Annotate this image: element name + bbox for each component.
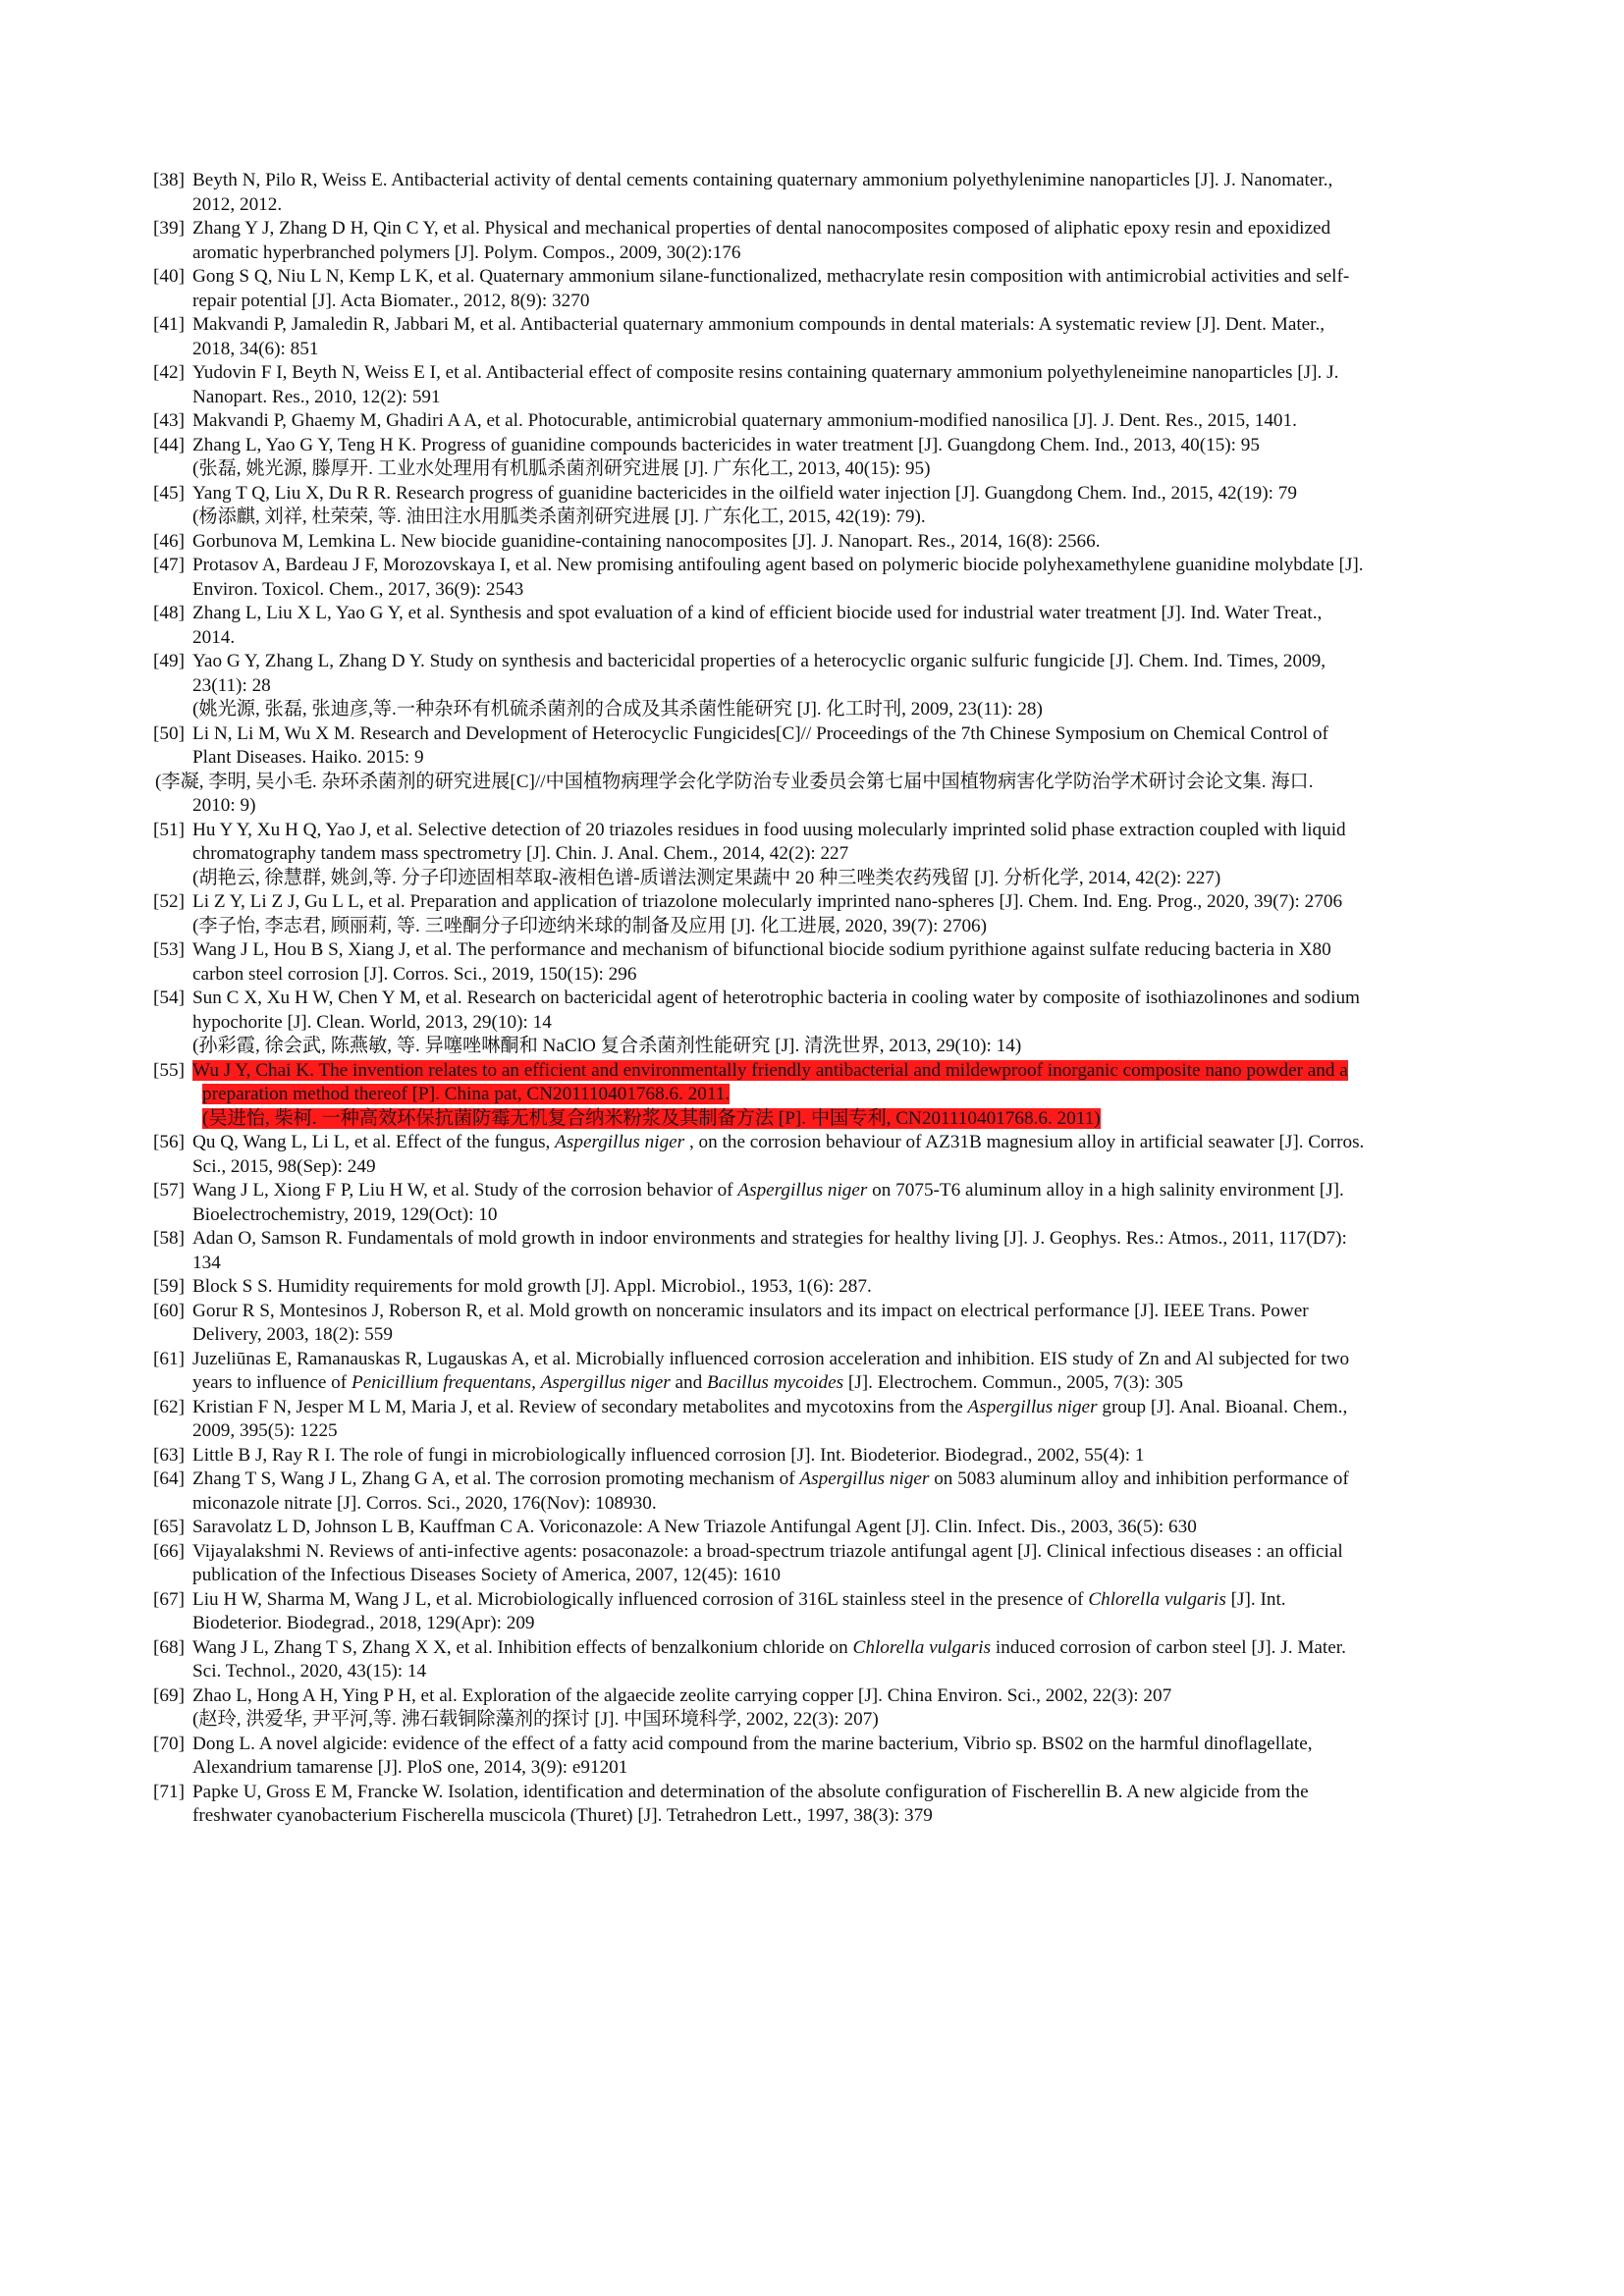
reference-text: Delivery, 2003, 18(2): 559 xyxy=(192,1324,393,1345)
reference-line xyxy=(192,169,1489,193)
reference-text: Block S S. Humidity requirements for mold growth [J]. Appl. Microbiol., 1953, 1(6): 287. xyxy=(192,1276,872,1297)
reference-number: [51] xyxy=(153,819,185,840)
reference-item xyxy=(153,890,1489,938)
reference-text: 23(11): 28 xyxy=(192,674,271,696)
reference-line xyxy=(192,434,1489,458)
reference-line xyxy=(192,1059,1489,1084)
reference-line xyxy=(192,530,1489,555)
reference-text: Beyth N, Pilo R, Weiss E. Antibacterial activity of dental cements containing quaternary ammonium polyethylenimine nanoparticles [J]. J. Nanomater., xyxy=(192,170,1333,190)
reference-line xyxy=(192,1227,1489,1252)
reference-text: preparation method thereof [P]. China pat, CN201110401768.6. 2011. xyxy=(202,1084,731,1104)
reference-line xyxy=(192,361,1489,386)
reference-text: (李凝, 李明, 吴小毛. 杂环杀菌剂的研究进展[C]//中国植物病理学会化学防治专业委员会第七届中国植物病害化学防治学术研讨会论文集. 海口. xyxy=(155,771,1314,792)
reference-text: Sci., 2015, 98(Sep): 249 xyxy=(192,1155,376,1177)
reference-text: publication of the Infectious Diseases Society of America, 2007, 12(45): 1610 xyxy=(192,1565,781,1585)
reference-item xyxy=(153,361,1489,409)
reference-text: Environ. Toxicol. Chem., 2017, 36(9): 2543 xyxy=(192,578,524,600)
reference-item xyxy=(153,530,1489,555)
reference-number: [62] xyxy=(153,1396,185,1417)
reference-text: group [J]. Anal. Bioanal. Chem., xyxy=(1097,1396,1348,1417)
reference-text: Zhang L, Yao G Y, Teng H K. Progress of guanidine compounds bactericides in water treatment [J]. Guangdong Chem. Ind., 2013, 40(15): 95 xyxy=(192,434,1260,455)
reference-line xyxy=(192,626,1489,651)
reference-line xyxy=(192,1781,1489,1805)
reference-line xyxy=(192,290,1489,314)
reference-number: [59] xyxy=(153,1276,185,1297)
reference-number: [67] xyxy=(153,1588,185,1610)
reference-number: [38] xyxy=(153,170,185,190)
reference-line xyxy=(192,386,1489,410)
species-name: Aspergillus niger xyxy=(555,1132,685,1152)
reference-text: (张磊, 姚光源, 滕厚开. 工业水处理用有机胍杀菌剂研究进展 [J]. 广东化工, 2013, 40(15): 95) xyxy=(192,458,931,479)
reference-line xyxy=(192,1155,1489,1180)
reference-number: [46] xyxy=(153,530,185,552)
reference-line xyxy=(192,1540,1489,1565)
reference-line xyxy=(192,890,1489,915)
reference-text: Protasov A, Bardeau J F, Morozovskaya I, et al. New promising antifouling agent based on polymeric biocide polyhexamethylene guanidine molybdate [J]. xyxy=(192,555,1364,575)
reference-number: [50] xyxy=(153,722,185,744)
reference-number: [55] xyxy=(153,1059,185,1081)
reference-text: 2012, 2012. xyxy=(192,193,283,215)
reference-item xyxy=(153,1540,1489,1588)
reference-text: (吴进怡, 柴柯. 一种高效环保抗菌防霉无机复合纳米粉浆及其制备方法 [P]. 中国专利, CN201110401768.6. 2011) xyxy=(202,1107,1101,1129)
reference-line xyxy=(192,193,1489,218)
reference-item xyxy=(153,722,1489,819)
reference-text: , xyxy=(531,1372,541,1393)
species-name: Chlorella vulgaris xyxy=(1088,1588,1226,1610)
reference-text: Gorbunova M, Lemkina L. New biocide guanidine-containing nanocomposites [J]. J. Nanopart. Res., 2014, 16(8): 2566. xyxy=(192,530,1101,552)
reference-item xyxy=(153,1227,1489,1275)
reference-text: Gong S Q, Niu L N, Kemp L K, et al. Quaternary ammonium silane-functionalized, methacrylate resin composition with antimicrobial activities and self- xyxy=(192,266,1350,287)
reference-text: Li N, Li M, Wu X M. Research and Development of Heterocyclic Fungicides[C]// Proceedings of the 7th Chinese Symposium on Chemical Control of xyxy=(192,722,1328,744)
reference-number: [43] xyxy=(153,410,185,431)
reference-text: Bioelectrochemistry, 2019, 129(Oct): 10 xyxy=(192,1203,498,1225)
reference-text: Saravolatz L D, Johnson L B, Kauffman C A. Voriconazole: A New Triazole Antifungal Agent [J]. Clin. Infect. Dis., 2003, 36(5): 630 xyxy=(192,1517,1197,1537)
reference-text: Adan O, Samson R. Fundamentals of mold growth in indoor environments and strategies for healthy living [J]. J. Geophys. Res.: Atmos., 2011, 117(D7): xyxy=(192,1228,1347,1249)
reference-item xyxy=(153,1468,1489,1516)
reference-item xyxy=(153,1684,1489,1733)
reference-item xyxy=(153,1781,1489,1829)
reference-number: [70] xyxy=(153,1733,185,1754)
reference-number: [61] xyxy=(153,1348,185,1369)
reference-text: Wang J L, Zhang T S, Zhang X X, et al. Inhibition effects of benzalkonium chloride on xyxy=(192,1636,853,1658)
reference-item xyxy=(153,1733,1489,1781)
reference-line xyxy=(192,1396,1489,1420)
reference-number: [54] xyxy=(153,988,185,1008)
reference-line xyxy=(192,650,1489,674)
reference-line xyxy=(192,1323,1489,1348)
reference-item xyxy=(153,265,1489,313)
reference-line xyxy=(192,1516,1489,1540)
reference-text: and xyxy=(670,1372,708,1393)
reference-line xyxy=(192,1660,1489,1684)
reference-number: [71] xyxy=(153,1781,185,1802)
reference-text: (胡艳云, 徐慧群, 姚剑,等. 分子印迹固相萃取-液相色谱-质谱法测定果蔬中 20 种三唑类农药残留 [J]. 分析化学, 2014, 42(2): 227) xyxy=(192,867,1221,888)
reference-number: [52] xyxy=(153,891,185,912)
reference-text: Qu Q, Wang L, Li L, et al. Effect of the fungus, xyxy=(192,1132,556,1152)
species-name: Aspergillus niger xyxy=(540,1372,671,1393)
reference-line xyxy=(192,241,1489,266)
reference-line xyxy=(192,1179,1489,1203)
reference-text: Sun C X, Xu H W, Chen Y M, et al. Research on bactericidal agent of heterotrophic bacteria in cooling water by composite of isothiazolinones and sodium xyxy=(192,988,1360,1008)
reference-line xyxy=(192,1564,1489,1588)
reference-line xyxy=(192,1708,1489,1733)
reference-text: 2010: 9) xyxy=(192,795,256,816)
reference-line xyxy=(192,1492,1489,1517)
reference-line xyxy=(192,938,1489,963)
reference-text: Biodeterior. Biodegrad., 2018, 129(Apr): 209 xyxy=(192,1613,535,1633)
reference-line xyxy=(192,409,1489,434)
reference-number: [66] xyxy=(153,1540,185,1562)
species-name: Penicillium frequentans xyxy=(351,1372,532,1393)
reference-item xyxy=(153,1636,1489,1684)
reference-text: on 7075-T6 aluminum alloy in a high salinity environment [J]. xyxy=(867,1180,1344,1201)
reference-text: (赵玲, 洪爱华, 尹平河,等. 沸石载铜除藻剂的探讨 [J]. 中国环境科学, 2002, 22(3): 207) xyxy=(192,1709,879,1730)
reference-line xyxy=(192,1371,1489,1396)
reference-line xyxy=(192,1612,1489,1636)
reference-text: on 5083 aluminum alloy and inhibition performance of xyxy=(929,1468,1349,1489)
reference-text: , on the corrosion behaviour of AZ31B magnesium alloy in artificial seawater [J]. Corros. xyxy=(684,1132,1365,1152)
reference-line xyxy=(192,963,1489,988)
reference-text: hypochorite [J]. Clean. World, 2013, 29(10): 14 xyxy=(192,1011,552,1033)
reference-text: [J]. Int. xyxy=(1225,1588,1286,1610)
reference-line xyxy=(192,1252,1489,1276)
reference-number: [58] xyxy=(153,1228,185,1249)
reference-line xyxy=(192,1468,1489,1492)
reference-text: induced corrosion of carbon steel [J]. J. Mater. xyxy=(991,1636,1346,1658)
reference-number: [44] xyxy=(153,434,185,455)
reference-item xyxy=(153,1396,1489,1444)
reference-line xyxy=(192,1083,1489,1107)
reference-item xyxy=(153,217,1489,265)
reference-line xyxy=(192,1588,1489,1613)
reference-number: [49] xyxy=(153,651,185,671)
reference-text: Liu H W, Sharma M, Wang J L, et al. Microbiologically influenced corrosion of 316L stainless steel in the presence of xyxy=(192,1588,1089,1610)
reference-line xyxy=(192,1203,1489,1228)
reference-number: [39] xyxy=(153,218,185,239)
reference-item xyxy=(153,1516,1489,1540)
reference-line xyxy=(155,771,1489,795)
reference-number: [64] xyxy=(153,1468,185,1489)
reference-item xyxy=(153,1588,1489,1636)
reference-line xyxy=(192,1348,1489,1372)
reference-line xyxy=(192,602,1489,626)
reference-item xyxy=(153,169,1489,217)
reference-line xyxy=(192,1636,1489,1661)
reference-line xyxy=(192,1733,1489,1757)
reference-line xyxy=(192,217,1489,241)
reference-text: Makvandi P, Ghaemy M, Ghadiri A A, et al. Photocurable, antimicrobial quaternary ammonium-modified nanosilica [J]. J. Dent. Res., 2015, 1401. xyxy=(192,410,1297,431)
reference-item xyxy=(153,1275,1489,1300)
reference-text: carbon steel corrosion [J]. Corros. Sci., 2019, 150(15): 296 xyxy=(192,963,637,985)
reference-line xyxy=(192,578,1489,603)
reference-text: Wang J L, Xiong F P, Liu H W, et al. Study of the corrosion behavior of xyxy=(192,1180,738,1201)
reference-number: [68] xyxy=(153,1636,185,1658)
reference-line xyxy=(192,1444,1489,1468)
species-name: Aspergillus niger xyxy=(967,1396,1098,1417)
reference-text: Hu Y Y, Xu H Q, Yao J, et al. Selective detection of 20 triazoles residues in food uusing molecularly imprinted solid phase extraction coupled with liquid xyxy=(192,819,1346,840)
reference-text: 134 xyxy=(192,1252,221,1273)
reference-text: miconazole nitrate [J]. Corros. Sci., 2020, 176(Nov): 108930. xyxy=(192,1492,657,1514)
reference-number: [57] xyxy=(153,1180,185,1201)
reference-text: aromatic hyperbranched polymers [J]. Polym. Compos., 2009, 30(2):176 xyxy=(192,241,741,263)
reference-number: [41] xyxy=(153,314,185,335)
reference-text: Little B J, Ray R I. The role of fungi in microbiologically influenced corrosion [J]. Int. Biodeterior. Biodegrad., 2002, 55(4): 1 xyxy=(192,1444,1145,1466)
reference-list xyxy=(153,169,1489,1829)
reference-text: repair potential [J]. Acta Biomater., 2012, 8(9): 3270 xyxy=(192,290,590,311)
reference-line xyxy=(192,554,1489,578)
reference-text: Dong L. A novel algicide: evidence of the effect of a fatty acid compound from the marine bacterium, Vibrio sp. BS02 on the harmful dinoflagellate, xyxy=(192,1733,1313,1754)
reference-number: [69] xyxy=(153,1684,185,1706)
reference-item xyxy=(153,650,1489,722)
reference-item xyxy=(153,1059,1489,1132)
reference-text: chromatography tandem mass spectrometry [J]. Chin. J. Anal. Chem., 2014, 42(2): 227 xyxy=(192,843,849,864)
reference-text: years to influence of xyxy=(192,1372,352,1393)
reference-text: 2014. xyxy=(192,626,236,648)
reference-text: Alexandrium tamarense [J]. PloS one, 2014, 3(9): e91201 xyxy=(192,1757,628,1778)
reference-text: Yang T Q, Liu X, Du R R. Research progress of guanidine bactericides in the oilfield water injection [J]. Guangdong Chem. Ind., 2015, 42(19): 79 xyxy=(192,482,1297,504)
reference-text: Wu J Y, Chai K. The invention relates to an efficient and environmentally friendly antibacterial and mildewproof inorganic composite nano powder and a xyxy=(192,1059,1348,1081)
reference-item xyxy=(153,434,1489,482)
reference-line xyxy=(192,1107,1489,1132)
reference-item xyxy=(153,1444,1489,1468)
reference-text: Yudovin F I, Beyth N, Weiss E I, et al. Antibacterial effect of composite resins containing quaternary ammonium polyethyleneimine nanoparticles [J]. J. xyxy=(192,362,1339,383)
reference-text: [J]. Electrochem. Commun., 2005, 7(3): 305 xyxy=(843,1372,1183,1393)
reference-text: (李子怡, 李志君, 顾丽莉, 等. 三唑酮分子印迹纳米球的制备及应用 [J]. 化工进展, 2020, 39(7): 2706) xyxy=(192,915,988,936)
reference-number: [45] xyxy=(153,482,185,504)
reference-item xyxy=(153,1131,1489,1179)
species-name: Aspergillus niger xyxy=(799,1468,930,1489)
reference-item xyxy=(153,987,1489,1059)
reference-line xyxy=(192,457,1489,482)
reference-line xyxy=(192,506,1489,530)
reference-item xyxy=(153,313,1489,361)
reference-line xyxy=(192,746,1489,771)
reference-line xyxy=(192,1419,1489,1444)
reference-item xyxy=(153,409,1489,434)
reference-text: Vijayalakshmi N. Reviews of anti-infective agents: posaconazole: a broad-spectrum triazole antifungal agent [J]. Clinical infectious diseases : an official xyxy=(192,1540,1343,1562)
reference-line xyxy=(192,1131,1489,1155)
reference-number: [40] xyxy=(153,266,185,287)
reference-text: Makvandi P, Jamaledin R, Jabbari M, et al. Antibacterial quaternary ammonium compounds in dental materials: A systematic review [J]. Dent. Mater., xyxy=(192,314,1326,335)
reference-line xyxy=(192,674,1489,699)
reference-text: freshwater cyanobacterium Fischerella muscicola (Thuret) [J]. Tetrahedron Lett., 1997, 38(3): 379 xyxy=(192,1805,933,1826)
reference-line xyxy=(192,1035,1489,1059)
reference-text: Gorur R S, Montesinos J, Roberson R, et al. Mold growth on nonceramic insulators and its impact on electrical performance [J]. IEEE Trans. Power xyxy=(192,1300,1309,1321)
reference-item xyxy=(153,1179,1489,1227)
reference-text: Li Z Y, Li Z J, Gu L L, et al. Preparation and application of triazolone molecularly imprinted nano-spheres [J]. Chem. Ind. Eng. Prog., 2020, 39(7): 2706 xyxy=(192,891,1343,912)
reference-number: [42] xyxy=(153,362,185,383)
reference-text: Plant Diseases. Haiko. 2015: 9 xyxy=(192,747,424,768)
reference-text: (杨添麒, 刘祥, 杜荣荣, 等. 油田注水用胍类杀菌剂研究进展 [J]. 广东化工, 2015, 42(19): 79). xyxy=(192,507,926,527)
reference-line xyxy=(192,313,1489,338)
reference-item xyxy=(153,1348,1489,1396)
reference-number: [63] xyxy=(153,1444,185,1466)
reference-line xyxy=(192,265,1489,290)
reference-line xyxy=(192,338,1489,362)
reference-text: Zhang T S, Wang J L, Zhang G A, et al. The corrosion promoting mechanism of xyxy=(192,1468,800,1489)
reference-line xyxy=(192,1804,1489,1829)
species-name: Chlorella vulgaris xyxy=(852,1636,992,1658)
reference-text: Papke U, Gross E M, Francke W. Isolation, identification and determination of the absolute configuration of Fischerellin B. A new algicide from the xyxy=(192,1781,1309,1802)
reference-line xyxy=(192,698,1489,722)
reference-text: 2009, 395(5): 1225 xyxy=(192,1420,338,1441)
reference-text: (孙彩霞, 徐会武, 陈燕敏, 等. 异噻唑啉酮和 NaClO 复合杀菌剂性能研究 [J]. 清洗世界, 2013, 29(10): 14) xyxy=(192,1036,1022,1056)
reference-line xyxy=(192,1275,1489,1300)
reference-number: [65] xyxy=(153,1517,185,1537)
reference-text: Zhang Y J, Zhang D H, Qin C Y, et al. Physical and mechanical properties of dental nanocomposites composed of aliphatic epoxy resin and epoxidized xyxy=(192,218,1331,239)
reference-number: [47] xyxy=(153,555,185,575)
reference-text: Zhang L, Liu X L, Yao G Y, et al. Synthesis and spot evaluation of a kind of efficient biocide used for industrial water treatment [J]. Ind. Water Treat., xyxy=(192,603,1323,623)
reference-line xyxy=(192,819,1489,843)
reference-text: Sci. Technol., 2020, 43(15): 14 xyxy=(192,1661,427,1682)
reference-number: [53] xyxy=(153,939,185,960)
reference-line xyxy=(192,915,1489,939)
reference-item xyxy=(153,554,1489,602)
reference-item xyxy=(153,482,1489,530)
reference-line xyxy=(192,722,1489,747)
reference-item xyxy=(153,1300,1489,1348)
reference-line xyxy=(192,1300,1489,1324)
reference-line xyxy=(192,1756,1489,1781)
reference-line xyxy=(192,482,1489,507)
reference-number: [60] xyxy=(153,1300,185,1321)
reference-line xyxy=(192,987,1489,1011)
reference-text: Yao G Y, Zhang L, Zhang D Y. Study on synthesis and bactericidal properties of a heterocyclic organic sulfuric fungicide [J]. Chem. Ind. Times, 2009, xyxy=(192,651,1326,671)
reference-item xyxy=(153,819,1489,891)
reference-line xyxy=(192,842,1489,867)
reference-number: [48] xyxy=(153,603,185,623)
reference-text: Nanopart. Res., 2010, 12(2): 591 xyxy=(192,386,441,407)
reference-line xyxy=(192,794,1489,819)
reference-line xyxy=(192,867,1489,891)
reference-item xyxy=(153,938,1489,987)
reference-text: Wang J L, Hou B S, Xiang J, et al. The performance and mechanism of bifunctional biocide sodium pyrithione against sulfate reducing bacteria in X80 xyxy=(192,939,1331,960)
reference-text: Kristian F N, Jesper M L M, Maria J, et al. Review of secondary metabolites and mycotoxins from the xyxy=(192,1396,968,1417)
reference-text: 2018, 34(6): 851 xyxy=(192,338,319,359)
reference-number: [56] xyxy=(153,1132,185,1152)
reference-text: Juzeliūnas E, Ramanauskas R, Lugauskas A, et al. Microbially influenced corrosion acceleration and inhibition. EIS study of Zn and Al subjected for two xyxy=(192,1348,1350,1369)
reference-text: Zhao L, Hong A H, Ying P H, et al. Exploration of the algaecide zeolite carrying copper [J]. China Environ. Sci., 2002, 22(3): 207 xyxy=(192,1684,1172,1706)
reference-text: (姚光源, 张磊, 张迪彦,等.一种杂环有机硫杀菌剂的合成及其杀菌性能研究 [J]. 化工时刊, 2009, 23(11): 28) xyxy=(192,699,1043,720)
species-name: Bacillus mycoides xyxy=(707,1372,844,1393)
species-name: Aspergillus niger xyxy=(737,1180,868,1201)
reference-item xyxy=(153,602,1489,650)
reference-line xyxy=(192,1684,1489,1709)
reference-line xyxy=(192,1011,1489,1036)
